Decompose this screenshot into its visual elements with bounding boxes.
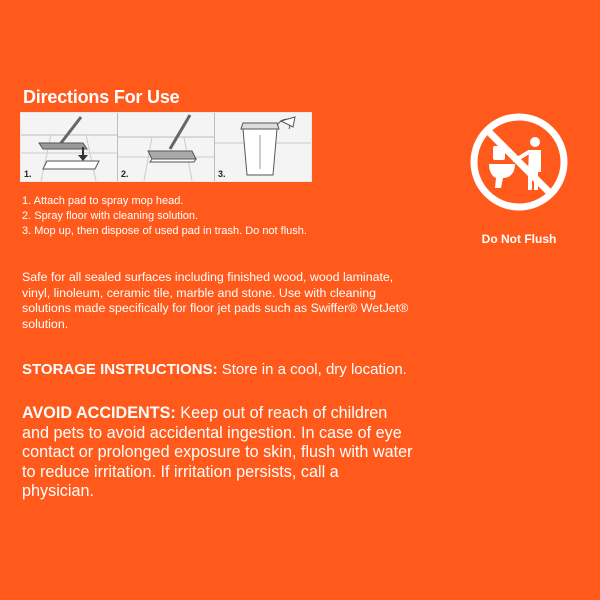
- step-3-text: 3. Mop up, then dispose of used pad in trash. Do not flush.: [22, 225, 307, 237]
- attach-pad-icon: [21, 113, 117, 181]
- step-2-text: 2. Spray floor with cleaning solution.: [22, 210, 199, 222]
- step-1-illustration: [21, 113, 118, 181]
- no-flush-label: Do Not Flush: [481, 232, 557, 246]
- avoid-text: Keep out of reach of children and pets to avoid accidental ingestion. In case of eye contact or prolonged exposure to skin, flush with water to reduce irritation. If irritation persists, call a physician.: [22, 404, 413, 500]
- no-flush-icon: [469, 112, 569, 212]
- spray-mop-icon: [118, 113, 214, 181]
- step-1-number: 1.: [24, 169, 32, 179]
- step-1-text: 1. Attach pad to spray mop head.: [22, 195, 184, 207]
- storage-instructions: [22, 361, 407, 379]
- step-2-illustration: [118, 113, 215, 181]
- step-2-number: 2.: [121, 169, 129, 179]
- storage-label: STORAGE INSTRUCTIONS:: [22, 361, 218, 378]
- storage-text: Store in a cool, dry location.: [217, 361, 407, 378]
- directions-steps: [22, 194, 307, 239]
- avoid-accidents-warning: [22, 404, 414, 502]
- trash-can-icon: [215, 113, 311, 181]
- step-3-illustration: [215, 113, 311, 181]
- step-3-number: 3.: [218, 169, 226, 179]
- surfaces-paragraph: Safe for all sealed surfaces including finished wood, wood laminate, vinyl, linoleum, ceramic tile, marble and stone. Use with cleaning solutions made specifically for floor jet pads such as Swiffer® WetJet® solution.: [22, 270, 409, 331]
- directions-illustrations: [20, 112, 312, 182]
- avoid-label: AVOID ACCIDENTS:: [22, 404, 176, 422]
- directions-heading: Directions For Use: [23, 87, 180, 107]
